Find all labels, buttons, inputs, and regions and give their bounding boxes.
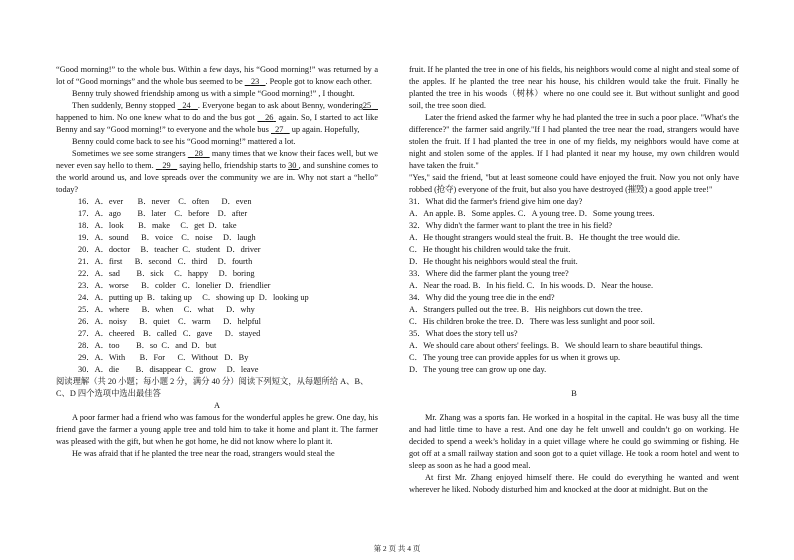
option-row: 27．A．cheered B．called C．gave D．stayed: [78, 329, 261, 338]
passage-label-b: B: [571, 389, 577, 398]
passage-paragraph: Benny truly showed friendship among us with a simple “Good morning!” , I thought.: [72, 89, 355, 98]
blank-25: 25: [362, 101, 372, 110]
right-column: [409, 64, 739, 496]
answer-options: C．His children broke the tree. D．There was less sunlight and poor soil.: [409, 317, 655, 326]
answer-options: A．We should care about others' feelings. B．We should learn to share beautiful things.: [409, 341, 703, 350]
passage-paragraph: Sometimes we see some strangers 28 many times that we know their faces well, but we never even say hello to them. 29 saying hello, friendship starts to 30 , and sunshine comes to the world around us, and love spreads over the community we are in. Why not start a “hello” today?: [56, 149, 378, 194]
answer-options: A．An apple. B．Some apples. C．A young tree. D．Some young trees.: [409, 209, 655, 218]
passage-paragraph: A poor farmer had a friend who was famous for the wonderful apples he grew. One day, his friend gave the farmer a young apple tree and told him to take it home and plant it. The farmer was pleased with the gift, but when he got home, he did not know where lo plant it.: [56, 413, 378, 446]
option-row: 20．A．doctor B．teacher C．student D．driver: [78, 245, 261, 254]
left-column: [56, 64, 378, 460]
option-row: 16．A．ever B．never C．often D．even: [78, 197, 252, 206]
option-row: 30．A．die B．disappear C．grow D．leave: [78, 365, 259, 374]
answer-options: A．Near the road. B．In his field. C．In his woods. D．Near the house.: [409, 281, 654, 290]
passage-paragraph: “Good morning!” to the whole bus. Within a few days, his “Good morning!” was returned by a lot of “Good mornings” and the whole bus seemed to be 23 . People got to know each other.: [56, 65, 378, 86]
option-row: 21．A．first B．second C．third D．fourth: [78, 257, 253, 266]
passage-paragraph: Later the friend asked the farmer why he had planted the tree in such a poor place. "What's the difference?" the farmer said angrily."If I had planted the tree near the road, strangers would have stolen the fruit. If I had planted the tree in one of my fields, my neighbors would have come at night and stolen some of the apples. If I had planted it near my house, my own children would have taken the fruit.": [409, 113, 739, 170]
passage-paragraph: He was afraid that if he planted the tree near the road, strangers would steal the: [72, 449, 335, 458]
page-number: 第 2 页 共 4 页: [373, 544, 421, 553]
blank-26: 26: [265, 113, 274, 122]
passage-paragraph: Then suddenly, Benny stopped 24 . Everyone began to ask about Benny, wondering25 happened to him. No one knew what to do and the bus got 26 again. So, I started to act like Benny and say “Good morning!” to everyone and the whole bus 27 up again. Hopefully,: [56, 101, 379, 134]
question: 33．Where did the farmer plant the young tree?: [409, 269, 569, 278]
option-row: 23．A．worse B．colder C．lonelier D．friendlier: [78, 281, 271, 290]
option-row: 24．A．putting up B．taking up C．showing up D．looking up: [78, 293, 309, 302]
blank-28: 28: [194, 149, 203, 158]
answer-options: C．He thought his children would take the fruit.: [409, 245, 571, 254]
question-block: [409, 196, 739, 376]
option-row: 17．A．ago B．later C．before D．after: [78, 209, 248, 218]
question: 32．Why didn't the farmer want to plant the tree in his field?: [409, 221, 613, 230]
question: 31．What did the farmer's friend give him one day?: [409, 197, 583, 206]
answer-options: A．Strangers pulled out the tree. B．His neighbors cut down the tree.: [409, 305, 643, 314]
passage-paragraph: "Yes," said the friend, "but at least someone could have enjoyed the fruit. Now you not only have robbed (抢夺) everyone of the fruit, but also you have destroyed (摧毁) a good apple tree!": [409, 173, 739, 194]
option-row: 26．A．noisy B．quiet C．warm D．helpful: [78, 317, 261, 326]
answer-options: A．He thought strangers would steal the fruit. B．He thought the tree would die.: [409, 233, 680, 242]
passage-label-a: A: [214, 401, 220, 410]
answer-options: D．The young tree can grow up one day.: [409, 365, 547, 374]
option-row: 19．A．sound B．voice C．noise D．laugh: [78, 233, 256, 242]
option-row: 18．A．look B．make C．get D．take: [78, 221, 237, 230]
question: 35．What does the story tell us?: [409, 329, 518, 338]
question: 34．Why did the young tree die in the end?: [409, 293, 555, 302]
blank-27: 27: [275, 125, 284, 134]
passage-paragraph: At first Mr. Zhang enjoyed himself there. He could do everything he wanted and went wherever he liked. Nobody disturbed him and knocked at the door at midnight. But on the: [409, 473, 739, 494]
passage-paragraph: Benny could come back to see his “Good morning!” mattered a lot.: [72, 137, 296, 146]
option-row: 28．A．too B．so C．and D．but: [78, 341, 217, 350]
blank-24: 24: [182, 101, 191, 110]
passage-paragraph: fruit. If he planted the tree in one of his fields, his neighbors would come al night and steal some of the apples. If he planted the tree near his house, his children would take the fruit. Finally he planted the tree in his woods（树林）where no one could see it. But without sunlight and good soil, the tree soon died.: [409, 65, 739, 110]
passage-paragraph: Mr. Zhang was a sports fan. He worked in a hospital in the capital. He was busy all the time and had little time to have a rest. And one day he felt unwell and couldn’t go on working. He decided to spend a week’s holiday in a quiet village where he could go swimming or fishing. He got off at a small railway station and soon got to a quiet village. He took a room hotel and went to sleep as soon as he had a good meal.: [409, 413, 739, 470]
section-instructions: 阅读理解（共 20 小题；每小题 2 分，满分 40 分）阅读下列短文，从每题所给 A、B、: [56, 377, 369, 386]
section-instructions-cont: C、D 四个选项中选出最佳答: [56, 389, 161, 398]
option-list: [56, 196, 378, 376]
blank-23: 23: [250, 77, 260, 86]
option-row: 22．A．sad B．sick C．happy D．boring: [78, 269, 255, 278]
answer-options: C．The young tree can provide apples for us when it grows up.: [409, 353, 621, 362]
blank-29: 29: [162, 161, 171, 170]
blank-30: 30: [288, 161, 297, 170]
answer-options: D．He thought his neighbors would steal the fruit.: [409, 257, 578, 266]
option-row: 29．A．With B．For C．Without D．By: [78, 353, 249, 362]
option-row: 25．A．where B．when C．what D．why: [78, 305, 255, 314]
